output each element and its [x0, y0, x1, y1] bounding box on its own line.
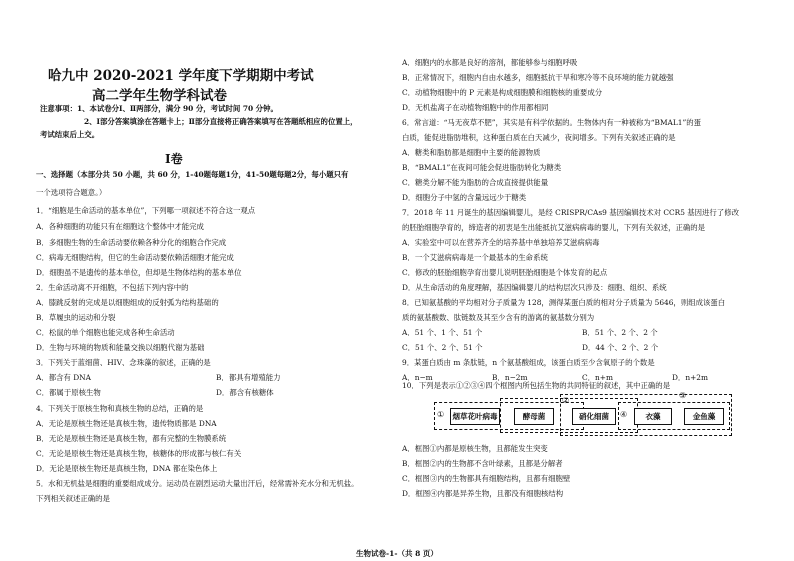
- q7-option-b: B．一个艾滋病病毒是一个最基本的生命系统: [402, 253, 548, 262]
- question-5-cont: 下列相关叙述正确的是: [36, 494, 110, 503]
- section-heading: 一、选择题（本部分共 50 小题，共 60 分，1-40题每题1分，41-50题每题2分，每小题只有: [36, 170, 349, 179]
- question-8-cont: 质的氨基酸数、肽链数及其至少含有的游离的氨基数分别为: [402, 313, 595, 322]
- q3-option-a: A．都含有 DNA: [36, 373, 91, 382]
- box-tobacco-mosaic-virus: 烟草花叶病毒: [450, 408, 500, 425]
- question-1: 1．“细胞是生命活动的基本单位”，下列哪一项叙述不符合这一观点: [36, 206, 256, 215]
- q10-option-c: C．框图③内的生物都具有细胞结构，且都有细胞壁: [402, 474, 571, 483]
- section-heading-cont: 一个选项符合题意。）: [36, 188, 107, 197]
- page-footer: 生物试卷-1-（共 8 页）: [356, 549, 438, 558]
- q8-option-a: A．51 个、1 个、51 个: [402, 328, 483, 337]
- marker-2: ②: [562, 396, 570, 405]
- exam-title: 哈九中 2020-2021 学年度下学期期中考试: [48, 68, 314, 84]
- question-2: 2．生命活动离不开细胞，不包括下列内容中的: [36, 283, 189, 292]
- q1-option-a: A．各种细胞的功能只有在细胞这个整体中才能完成: [36, 222, 204, 231]
- q10-option-b: B．框图②内的生物都不含叶绿素，且都是分解者: [402, 459, 563, 468]
- q1-option-c: C．病毒无细胞结构，但它的生命活动要依赖活细胞才能完成: [36, 253, 234, 262]
- marker-3: ③: [679, 391, 687, 400]
- exam-subtitle: 高二学年生物学科试卷: [92, 88, 227, 104]
- q2-option-b: B．草履虫的运动和分裂: [36, 313, 116, 322]
- box-chlamydomonas: 衣藻: [634, 408, 672, 425]
- notice-line-1: 注意事项：1、本试卷分Ⅰ、Ⅱ两部分，满分 90 分，考试时间 70 分钟。: [40, 104, 278, 113]
- q5-option-a: A．细胞内的水都是良好的溶剂，都能够参与细胞呼吸: [402, 58, 578, 67]
- notice-line-2: 2、Ⅰ部分答案填涂在答题卡上；Ⅱ部分直接将正确答案填写在答题纸相应的位置上，: [84, 117, 358, 126]
- q8-option-c: C．51 个、2 个、51 个: [402, 343, 483, 352]
- q2-option-a: A．膝跳反射的完成是以细胞组成的反射弧为结构基础的: [36, 298, 219, 307]
- q9-option-d: D．n+2m: [672, 373, 708, 382]
- question-7: 7．2018 年 11 月诞生的基因编辑婴儿，是经 CRISPR/CAs9 基因编辑技术对 CCR5 基因进行了修改: [402, 208, 739, 217]
- q9-option-a: A．n−m: [402, 373, 433, 382]
- question-8: 8．已知氨基酸的平均相对分子质量为 128，测得某蛋白质的相对分子质量为 5646，则组成该蛋白: [402, 298, 726, 307]
- question-6: 6．常言道：“马无夜草不肥”，其实是有科学依据的。生物体内有一种被称为“BMAL1”的蛋: [402, 118, 702, 127]
- q2-option-c: C．松鼠的单个细胞也能完成各种生命活动: [36, 328, 175, 337]
- q5-option-d: D．无机盐离子在动植物细胞中的作用都相同: [402, 103, 549, 112]
- q6-option-b: B．“BMAL1”在夜间可能会促进脂肪转化为糖类: [402, 163, 562, 172]
- q6-option-a: A．糖类和脂肪都是细胞中主要的能源物质: [402, 148, 541, 157]
- q3-option-d: D．都含有核糖体: [216, 388, 274, 397]
- q10-diagram: [434, 393, 734, 437]
- q2-option-d: D．生物与环境的物质和能量交换以细胞代谢为基础: [36, 343, 205, 352]
- q7-option-a: A．实验室中可以在营养齐全的培养基中单独培养艾滋病病毒: [402, 238, 600, 247]
- question-9: 9．某蛋白质由 m 条肽链，n 个氨基酸组成，该蛋白质至少含氧原子的个数是: [402, 358, 655, 367]
- q4-option-c: C．无论是原核生物还是真核生物，核糖体的形成都与核仁有关: [36, 449, 242, 458]
- q8-option-d: D．44 个、2 个、2 个: [582, 343, 659, 352]
- q5-option-b: B．正常情况下，细胞内自由水越多，细胞抵抗干旱和寒冷等不良环境的能力就越强: [402, 73, 674, 82]
- box-yeast: 酵母菌: [514, 408, 554, 425]
- notice-line-3: 考试结束后上交。: [40, 130, 100, 139]
- q1-option-b: B．多细胞生物的生命活动要依赖各种分化的细胞合作完成: [36, 238, 227, 247]
- marker-4: ④: [620, 410, 628, 419]
- q10-option-d: D．框图④内都是异养生物，且都没有细胞核结构: [402, 489, 564, 498]
- q7-option-c: C．修改的胚胎细胞孕育出婴儿说明胚胎细胞是个体发育的起点: [402, 268, 608, 277]
- q4-option-b: B．无论是原核生物还是真核生物，都有完整的生物膜系统: [36, 434, 227, 443]
- question-10: 10．下列是表示①②③④四个框图内所包括生物的共同特征的叙述，其中正确的是: [402, 381, 671, 390]
- question-4: 4．下列关于原核生物和真核生物的总结，正确的是: [36, 404, 204, 413]
- q3-option-b: B．都具有增殖能力: [216, 373, 281, 382]
- q7-option-d: D．从生命活动的角度理解，基因编辑婴儿的结构层次只涉及：细胞、组织、系统: [402, 283, 667, 292]
- marker-1: ①: [437, 410, 445, 419]
- q3-option-c: C．都属于原核生物: [36, 388, 101, 397]
- question-3: 3．下列关于蓝细菌、HIV、念珠藻的叙述，正确的是: [36, 358, 211, 367]
- q4-option-d: D．无论是原核生物还是真核生物，DNA 都在染色体上: [36, 464, 218, 473]
- question-7-cont: 的胚胎细胞孕育的，缔造者的初衷是生出能抵抗艾滋病病毒的婴儿，下列有关叙述，正确的是: [402, 223, 706, 232]
- q10-option-a: A．框图①内都是原核生物，且都能发生突变: [402, 444, 548, 453]
- q4-option-a: A．无论是原核生物还是真核生物，遗传物质都是 DNA: [36, 419, 217, 428]
- q6-option-c: C．糖类分解不能为脂肪的合成直接提供能量: [402, 178, 549, 187]
- box-hornwort: 金鱼藻: [684, 408, 724, 425]
- question-6-cont: 白质，能促进脂肪堆积，这种蛋白质在白天减少，夜间增多。下列有关叙述正确的是: [402, 133, 676, 142]
- volume-heading: Ⅰ卷: [165, 152, 183, 166]
- box-nitrifying-bacteria: 硝化细菌: [572, 408, 616, 425]
- question-5: 5．水和无机盐是细胞的重要组成成分。运动员在剧烈运动大量出汗后，经常需补充水分和无机盐。: [36, 479, 359, 488]
- q8-option-b: B．51 个、2 个、2 个: [582, 328, 658, 337]
- q5-option-c: C．动植物细胞中的 P 元素是构成细胞膜和细胞核的重要成分: [402, 88, 603, 97]
- q9-option-c: C．n+m: [582, 373, 614, 382]
- q6-option-d: D．细胞分子中氢的含量远远少于糖类: [402, 193, 527, 202]
- q1-option-d: D．细胞虽不是遗传的基本单位，但却是生物体结构的基本单位: [36, 268, 242, 277]
- q9-option-b: B．n−2m: [492, 373, 528, 382]
